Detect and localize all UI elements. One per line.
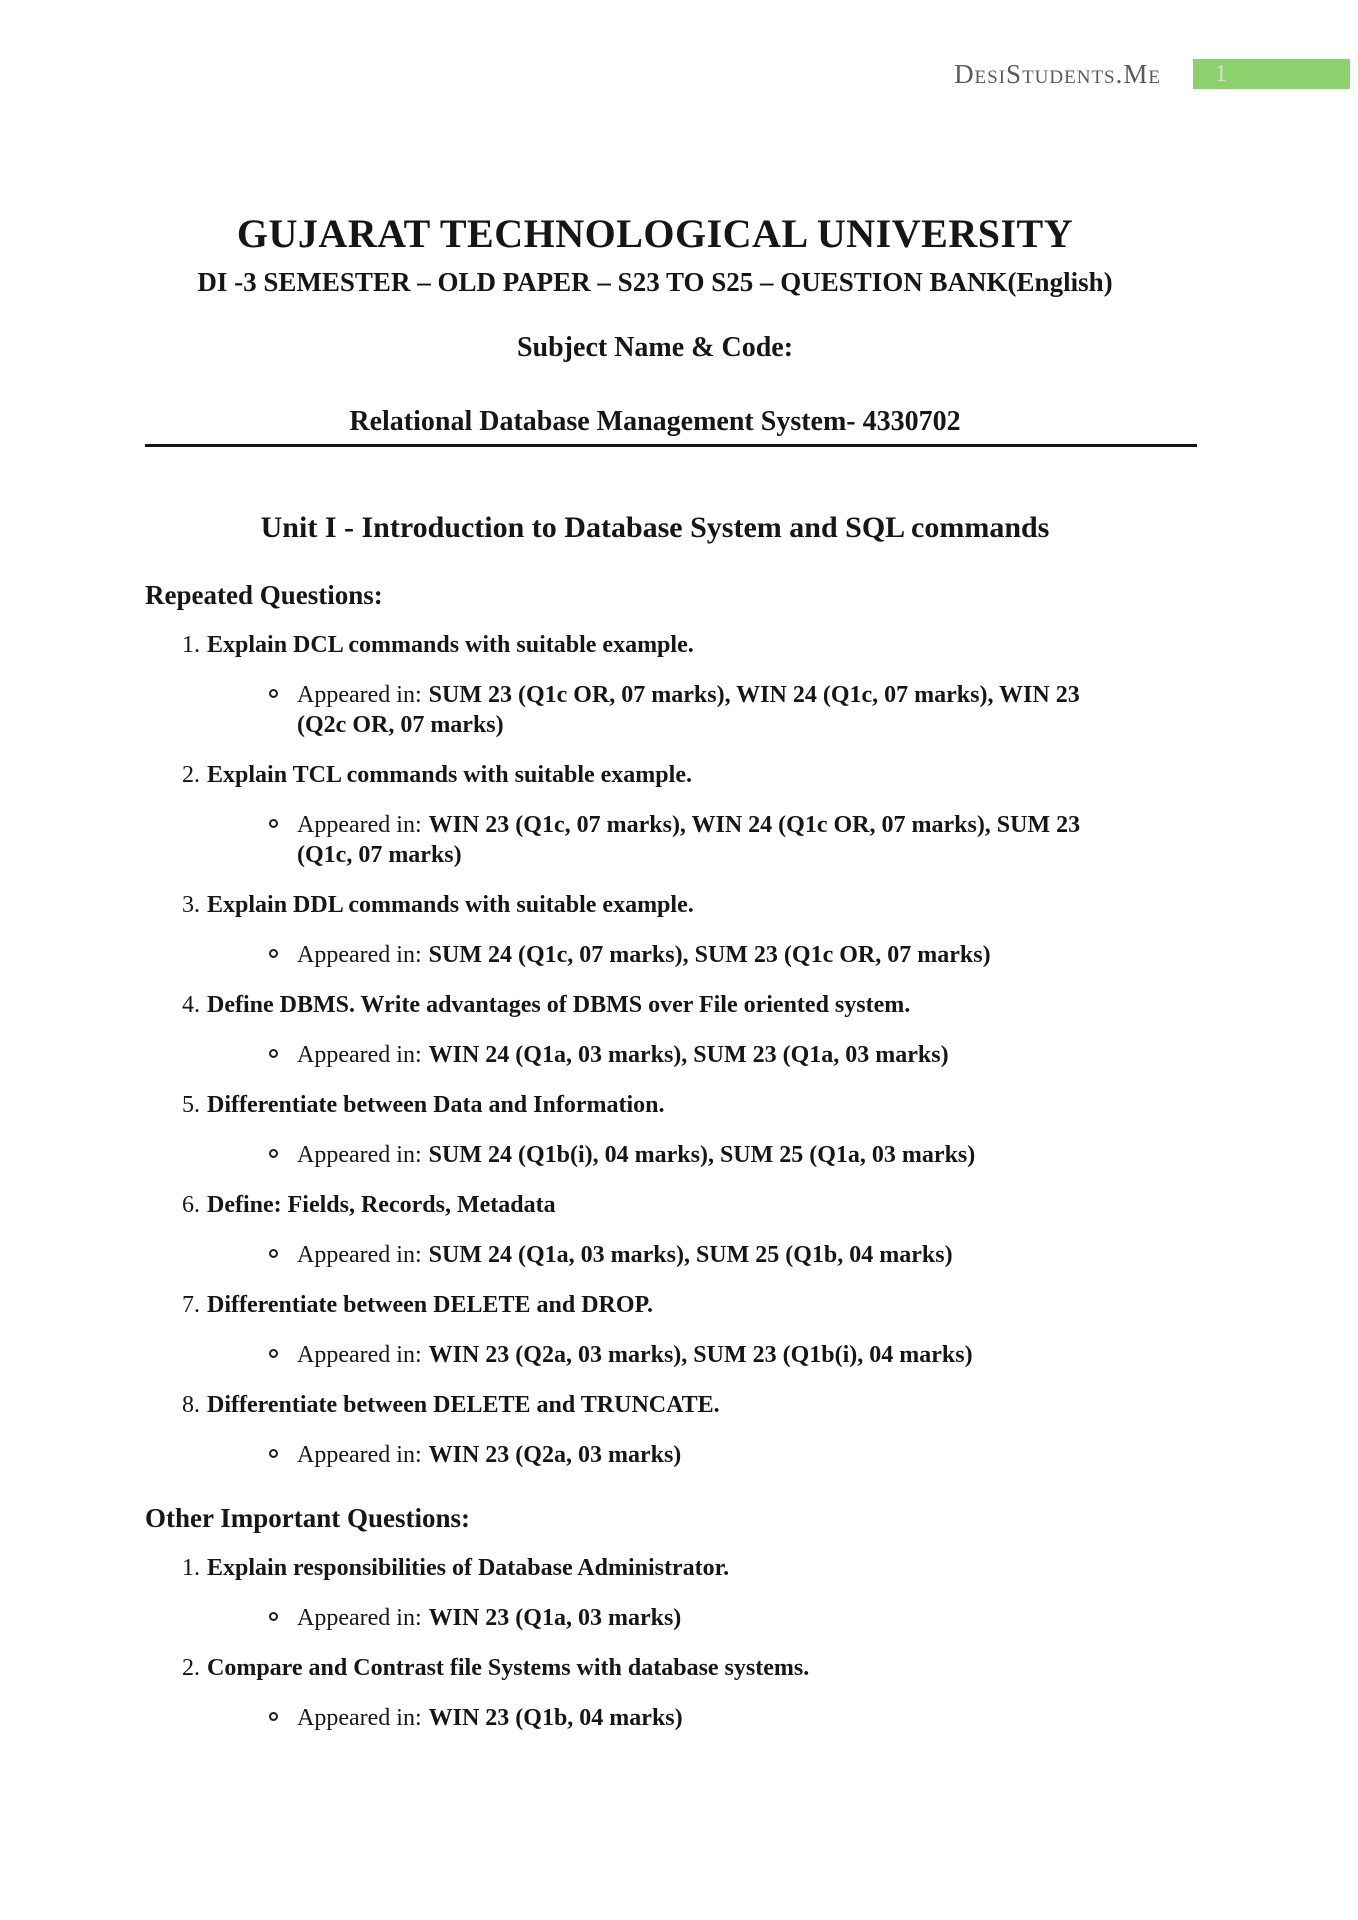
section-other-important-questions: [145, 1503, 1197, 1733]
question-text: Explain DDL commands with suitable example.: [207, 892, 694, 918]
question-item: [145, 890, 1197, 970]
appeared-in-label: Appeared in:: [297, 1605, 422, 1631]
appearances-wrap: (Q1c, 07 marks): [297, 842, 462, 868]
circle-bullet-icon: [269, 1349, 278, 1358]
question-item: [145, 990, 1197, 1070]
circle-bullet-icon: [269, 1712, 278, 1721]
appearances: WIN 23 (Q1c, 07 marks), WIN 24 (Q1c OR, 07 marks), SUM 23: [428, 812, 1081, 838]
circle-bullet-icon: [269, 1149, 278, 1158]
question-text: Explain responsibilities of Database Administrator.: [207, 1555, 730, 1581]
appeared-in-label: Appeared in:: [297, 1705, 422, 1731]
page-number-badge: [1193, 59, 1350, 89]
question-number: 2.: [182, 1655, 200, 1681]
appeared-in-label: Appeared in:: [297, 942, 422, 968]
appearances: WIN 23 (Q2a, 03 marks): [428, 1442, 682, 1468]
appearances: WIN 23 (Q1a, 03 marks): [428, 1605, 682, 1631]
appeared-in-label: Appeared in:: [297, 1042, 422, 1068]
title-block: [145, 212, 1165, 439]
question-number: 4.: [182, 992, 200, 1018]
question-text: Define: Fields, Records, Metadata: [207, 1192, 556, 1218]
section-heading: Repeated Questions:: [145, 580, 383, 610]
question-number: 7.: [182, 1292, 200, 1318]
section-heading: Other Important Questions:: [145, 1503, 471, 1533]
appearances: SUM 24 (Q1b(i), 04 marks), SUM 25 (Q1a, 03 marks): [428, 1142, 976, 1168]
appearances-wrap: (Q2c OR, 07 marks): [297, 712, 504, 738]
question-number: 2.: [182, 762, 200, 788]
site-watermark: DesiStudents.Me: [954, 59, 1161, 89]
appearances: SUM 23 (Q1c OR, 07 marks), WIN 24 (Q1c, 07 marks), WIN 23: [428, 682, 1080, 708]
circle-bullet-icon: [269, 819, 278, 828]
question-item: [145, 1553, 1197, 1633]
appeared-in-label: Appeared in:: [297, 1442, 422, 1468]
question-item: [145, 630, 1197, 740]
subject-label: Subject Name & Code:: [516, 332, 794, 363]
question-number: 5.: [182, 1092, 200, 1118]
question-number: 1.: [182, 1555, 200, 1581]
question-number: 6.: [182, 1192, 200, 1218]
question-item: [145, 760, 1197, 870]
question-item: [145, 1090, 1197, 1170]
question-item: [145, 1390, 1197, 1470]
appeared-in-label: Appeared in:: [297, 1142, 422, 1168]
circle-bullet-icon: [269, 949, 278, 958]
section-repeated-questions: [145, 580, 1197, 1470]
appearances: WIN 24 (Q1a, 03 marks), SUM 23 (Q1a, 03 marks): [428, 1042, 949, 1068]
appearances: WIN 23 (Q1b, 04 marks): [428, 1705, 683, 1731]
document-subtitle: DI -3 SEMESTER – OLD PAPER – S23 TO S25 – QUESTION BANK(English): [197, 267, 1113, 297]
question-text: Differentiate between DELETE and DROP.: [207, 1292, 653, 1318]
page-number: 1: [1215, 61, 1227, 87]
horizontal-rule: [145, 444, 1197, 447]
circle-bullet-icon: [269, 689, 278, 698]
circle-bullet-icon: [269, 1449, 278, 1458]
question-item: [145, 1653, 1197, 1733]
question-number: 8.: [182, 1392, 200, 1418]
circle-bullet-icon: [269, 1612, 278, 1621]
appeared-in-label: Appeared in:: [297, 1242, 422, 1268]
question-text: Differentiate between DELETE and TRUNCATE.: [207, 1392, 720, 1418]
unit-title: Unit I - Introduction to Database System and SQL commands: [260, 511, 1050, 544]
appeared-in-label: Appeared in:: [297, 682, 422, 708]
question-text: Explain TCL commands with suitable example.: [207, 762, 692, 788]
appearances: SUM 24 (Q1a, 03 marks), SUM 25 (Q1b, 04 marks): [428, 1242, 953, 1268]
question-item: [145, 1290, 1197, 1370]
question-number: 3.: [182, 892, 200, 918]
circle-bullet-icon: [269, 1249, 278, 1258]
appeared-in-label: Appeared in:: [297, 812, 422, 838]
appeared-in-label: Appeared in:: [297, 1342, 422, 1368]
question-text: Explain DCL commands with suitable example.: [207, 632, 694, 658]
question-text: Compare and Contrast file Systems with database systems.: [207, 1655, 810, 1681]
question-number: 1.: [182, 632, 200, 658]
appearances: WIN 23 (Q2a, 03 marks), SUM 23 (Q1b(i), 04 marks): [428, 1342, 973, 1368]
page-header: [145, 58, 1350, 90]
question-item: [145, 1190, 1197, 1270]
university-title: GUJARAT TECHNOLOGICAL UNIVERSITY: [236, 211, 1074, 256]
subject-name: Relational Database Management System- 4330702: [349, 406, 961, 437]
question-text: Differentiate between Data and Information.: [207, 1092, 665, 1118]
appearances: SUM 24 (Q1c, 07 marks), SUM 23 (Q1c OR, 07 marks): [428, 942, 991, 968]
circle-bullet-icon: [269, 1049, 278, 1058]
question-text: Define DBMS. Write advantages of DBMS over File oriented system.: [207, 992, 911, 1018]
